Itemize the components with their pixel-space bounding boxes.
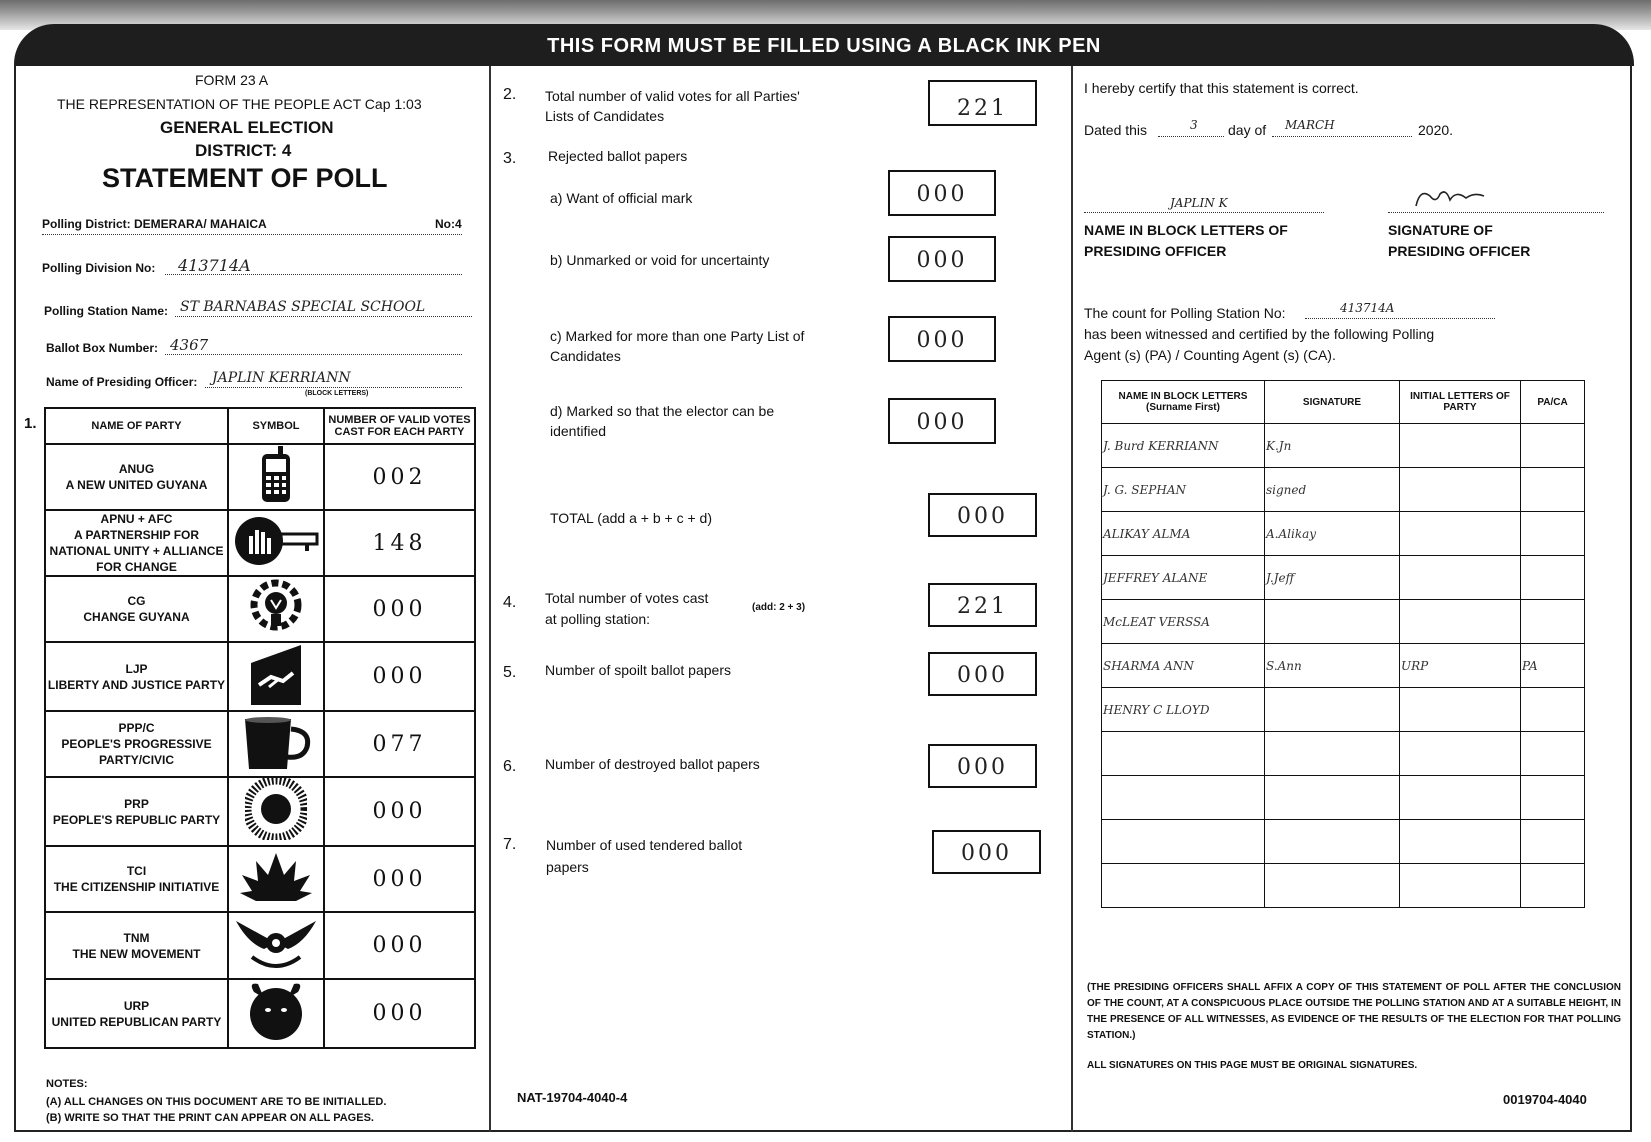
sun-icon [245,778,307,840]
party-votes: 000 [324,777,475,846]
page-title: STATEMENT OF POLL [102,163,388,193]
agent-signature [1265,732,1400,776]
party-name: PEOPLE'S REPUBLIC PARTY [52,812,221,827]
presiding-officer-value: JAPLIN KERRIANN [212,370,351,386]
item-number: 4. [503,594,517,611]
agent-signature [1265,776,1400,820]
presiding-officer-label: Name of Presiding Officer: [46,375,198,389]
section-1-number: 1. [24,415,37,432]
officer-name-handwritten: JAPLIN K [1170,196,1228,210]
phone-icon [256,446,296,504]
table-row [1102,688,1585,732]
table-row [1102,424,1585,468]
party-votes-table [44,407,476,1049]
act-title: THE REPRESENTATION OF THE PEOPLE ACT Cap 1:03 [57,96,422,112]
item-label: Total number of valid votes for all Parties' Lists of Candidates [545,88,800,124]
agents-table [1101,380,1585,908]
notes-title: NOTES: [46,1078,88,1090]
col-paca-header: PA/CA [1521,381,1585,424]
agent-paca [1521,820,1585,864]
item-label: Number of spoilt ballot papers [545,662,731,678]
agent-paca [1521,688,1585,732]
col-initial-header: INITIAL LETTERS OF PARTY [1400,381,1521,424]
presiding-officer-signature [1410,186,1490,214]
agent-name: SHARMA ANN [1102,644,1265,688]
polling-station-label: Polling Station Name: [44,304,169,318]
agent-signature [1265,820,1400,864]
table-row [1102,556,1585,600]
party-code: URP [123,998,150,1013]
item-value-box: 221 [928,583,1037,627]
agent-name [1102,776,1265,820]
form-code: NAT-19704-4040-4 [517,1090,628,1105]
col-signature-header: SIGNATURE [1265,381,1400,424]
party-name: THE CITIZENSHIP INITIATIVE [53,880,220,894]
party-votes: 000 [324,576,475,642]
dotted-rule [205,387,462,388]
district-no-label: No:4 [435,217,462,231]
handshake-icon [247,643,305,705]
block-letters-hint: (BLOCK LETTERS) [305,390,369,397]
ballot-box-value: 4367 [170,336,209,354]
table-row [45,711,475,777]
table-row [1102,600,1585,644]
add-note: (add: 2 + 3) [752,602,806,613]
polling-division-label: Polling Division No: [42,261,156,275]
agent-signature [1265,600,1400,644]
item-number: 7. [503,836,517,853]
agent-paca [1521,424,1585,468]
eagle-icon [234,913,318,973]
item-label: Rejected ballot papers [548,148,688,164]
item-value-box: 000 [888,170,996,216]
party-name: A PARTNERSHIP FOR NATIONAL UNITY + ALLIANCE FOR CHANGE [49,528,224,574]
agent-name [1102,864,1265,908]
officer-sig-label-2: PRESIDING OFFICER [1388,243,1531,259]
bull-icon [244,980,308,1042]
table-row [45,444,475,510]
agent-party [1400,468,1521,512]
officer-sig-label: SIGNATURE OF [1388,222,1493,238]
cup-icon [237,713,315,771]
ballot-box-label: Ballot Box Number: [46,341,159,355]
agent-party [1400,556,1521,600]
agent-party [1400,688,1521,732]
item-label: Number of used tendered ballot papers [546,837,743,875]
form-number: FORM 23 A [195,72,269,88]
dotted-rule [1084,212,1324,213]
party-name: A NEW UNITED GUYANA [65,478,208,492]
dotted-rule [165,354,462,355]
officer-name-label: NAME IN BLOCK LETTERS OF [1084,222,1288,238]
col-symbol-header: SYMBOL [228,408,324,444]
item-number: 6. [503,758,517,775]
item-label: a) Want of official mark [550,190,693,206]
agent-name: JEFFREY ALANE [1102,556,1265,600]
party-name: UNITED REPUBLICAN PARTY [51,1014,222,1029]
party-code: PRP [124,796,149,811]
party-name: PEOPLE'S PROGRESSIVE PARTY/CIVIC [61,737,212,767]
agent-paca [1521,732,1585,776]
table-row [1102,512,1585,556]
polling-district-label: Polling District: DEMERARA/ MAHAICA [42,217,267,231]
dated-month: MARCH [1285,118,1335,132]
agent-paca [1521,556,1585,600]
table-row [45,777,475,846]
table-row [1102,820,1585,864]
polling-division-value: 413714A [178,256,251,275]
col-party-header: NAME OF PARTY [45,408,228,444]
party-votes: 002 [324,444,475,510]
dotted-rule [175,316,472,317]
party-votes: 000 [324,642,475,711]
party-code: LJP [125,661,148,676]
table-row [45,576,475,642]
table-row [45,510,475,576]
party-code: TCI [126,864,147,878]
agent-name: McLEAT VERSSA [1102,600,1265,644]
dated-year: 2020. [1418,122,1454,138]
item-value-box: 000 [932,830,1041,874]
item-number: 3. [503,150,517,167]
agent-name [1102,820,1265,864]
table-row [1102,864,1585,908]
dotted-rule [165,274,462,275]
agent-signature: A.Alikay [1265,512,1400,556]
item-number: 5. [503,664,517,681]
table-row [45,642,475,711]
dotted-rule [1388,212,1604,213]
district-label: DISTRICT: 4 [195,141,292,160]
item-label: c) Marked for more than one Party List of Candidates [550,328,805,364]
agent-paca [1521,776,1585,820]
original-signatures-note: ALL SIGNATURES ON THIS PAGE MUST BE ORIGINAL SIGNATURES. [1087,1060,1418,1071]
party-code: PPP/C [118,721,155,735]
agent-signature: J.Jeff [1265,556,1400,600]
serial-number: 0019704-4040 [1503,1092,1587,1107]
witness-text: has been witnessed and certified by the following Polling [1084,326,1435,342]
party-votes: 077 [324,711,475,777]
item-label: Number of destroyed ballot papers [545,756,760,772]
agent-signature [1265,864,1400,908]
table-row [45,912,475,979]
agent-signature: S.Ann [1265,644,1400,688]
lotus-icon [238,849,314,905]
item-label: d) Marked so that the elector can be identified [550,403,775,439]
agent-paca [1521,864,1585,908]
item-value-box: 000 [888,398,996,444]
agent-party [1400,820,1521,864]
dotted-rule [1158,136,1224,137]
note-b: (B) WRITE SO THAT THE PRINT CAN APPEAR ON ALL PAGES. [46,1112,374,1124]
agent-party [1400,512,1521,556]
certify-text: I hereby certify that this statement is correct. [1084,80,1359,96]
dotted-rule [1272,136,1412,137]
agent-paca [1521,512,1585,556]
officer-name-label-2: PRESIDING OFFICER [1084,243,1227,259]
item-value-box: 000 [928,744,1037,788]
agent-name: HENRY C LLOYD [1102,688,1265,732]
agent-paca: PA [1521,644,1585,688]
agent-paca [1521,600,1585,644]
table-row [1102,776,1585,820]
table-row [1102,732,1585,776]
item-number: 2. [503,86,517,103]
party-name: THE NEW MOVEMENT [72,946,201,961]
party-votes: 000 [324,912,475,979]
table-row [45,846,475,912]
polling-station-value: ST BARNABAS SPECIAL SCHOOL [180,299,426,315]
dated-day: 3 [1190,118,1198,132]
party-votes: 148 [324,510,475,576]
party-code: ANUG [118,462,155,476]
item-label: TOTAL (add a + b + c + d) [550,510,712,526]
count-label: The count for Polling Station No: [1084,305,1286,321]
dated-prefix: Dated this [1084,122,1148,138]
party-code: CG [127,594,146,608]
agent-name [1102,732,1265,776]
col-votes-header: NUMBER OF VALID VOTES CAST FOR EACH PARTY [324,408,475,444]
item-label: b) Unmarked or void for uncertainty [550,252,770,268]
agent-party: URP [1400,644,1521,688]
dotted-rule [42,234,462,235]
witness-text-2: Agent (s) (PA) / Counting Agent (s) (CA). [1084,347,1336,363]
dotted-rule [1305,318,1495,319]
instruction-banner: THIS FORM MUST BE FILLED USING A BLACK INK PEN [14,24,1634,66]
item-value-box: 000 [928,493,1037,537]
gear-bulb-icon [247,578,305,636]
table-row [1102,468,1585,512]
item-value-box: 221 [928,80,1037,126]
party-code: TNM [123,930,150,945]
agent-party [1400,776,1521,820]
table-row [45,979,475,1048]
agent-party [1400,424,1521,468]
column-divider-1 [489,66,491,1132]
item-value-box: 000 [888,236,996,282]
agent-name: ALIKAY ALMA [1102,512,1265,556]
item-label: Total number of votes cast at polling station: [545,590,709,627]
agent-name: J. Burd KERRIANN [1102,424,1265,468]
agent-party [1400,600,1521,644]
agent-signature: K.Jn [1265,424,1400,468]
party-code: APNU + AFC [100,512,173,526]
table-row [1102,644,1585,688]
affix-note: (THE PRESIDING OFFICERS SHALL AFFIX A COPY OF THIS STATEMENT OF POLL AFTER THE CONCLUSION OF THE COUNT, AT A CONSPICUOUS PLACE OUTSIDE THE POLLING STATION AND AT A SUITABLE HEIGHT, IN THE PRESENCE OF ALL WITNESSES, AS EVIDENCE OF THE RESULTS OF THE ELECTION FOR THAT POLLING STATION.) [1087,982,1621,1041]
agent-paca [1521,468,1585,512]
item-value-box: 000 [888,316,996,362]
election-title: GENERAL ELECTION [160,118,334,137]
agent-party [1400,864,1521,908]
dated-mid: day of [1228,122,1267,138]
item-value-box: 000 [928,652,1037,696]
party-name: LIBERTY AND JUSTICE PARTY [47,677,226,692]
agent-name: J. G. SEPHAN [1102,468,1265,512]
hand-key-icon [233,512,319,570]
agent-signature [1265,688,1400,732]
party-votes: 000 [324,846,475,912]
agent-signature: signed [1265,468,1400,512]
agent-party [1400,732,1521,776]
column-divider-2 [1071,66,1073,1132]
note-a: (A) ALL CHANGES ON THIS DOCUMENT ARE TO BE INITIALLED. [46,1096,387,1108]
party-name: CHANGE GUYANA [83,610,190,624]
party-votes: 000 [324,979,475,1048]
count-value: 413714A [1340,301,1395,315]
col-name-header: NAME IN BLOCK LETTERS (Surname First) [1102,381,1265,424]
